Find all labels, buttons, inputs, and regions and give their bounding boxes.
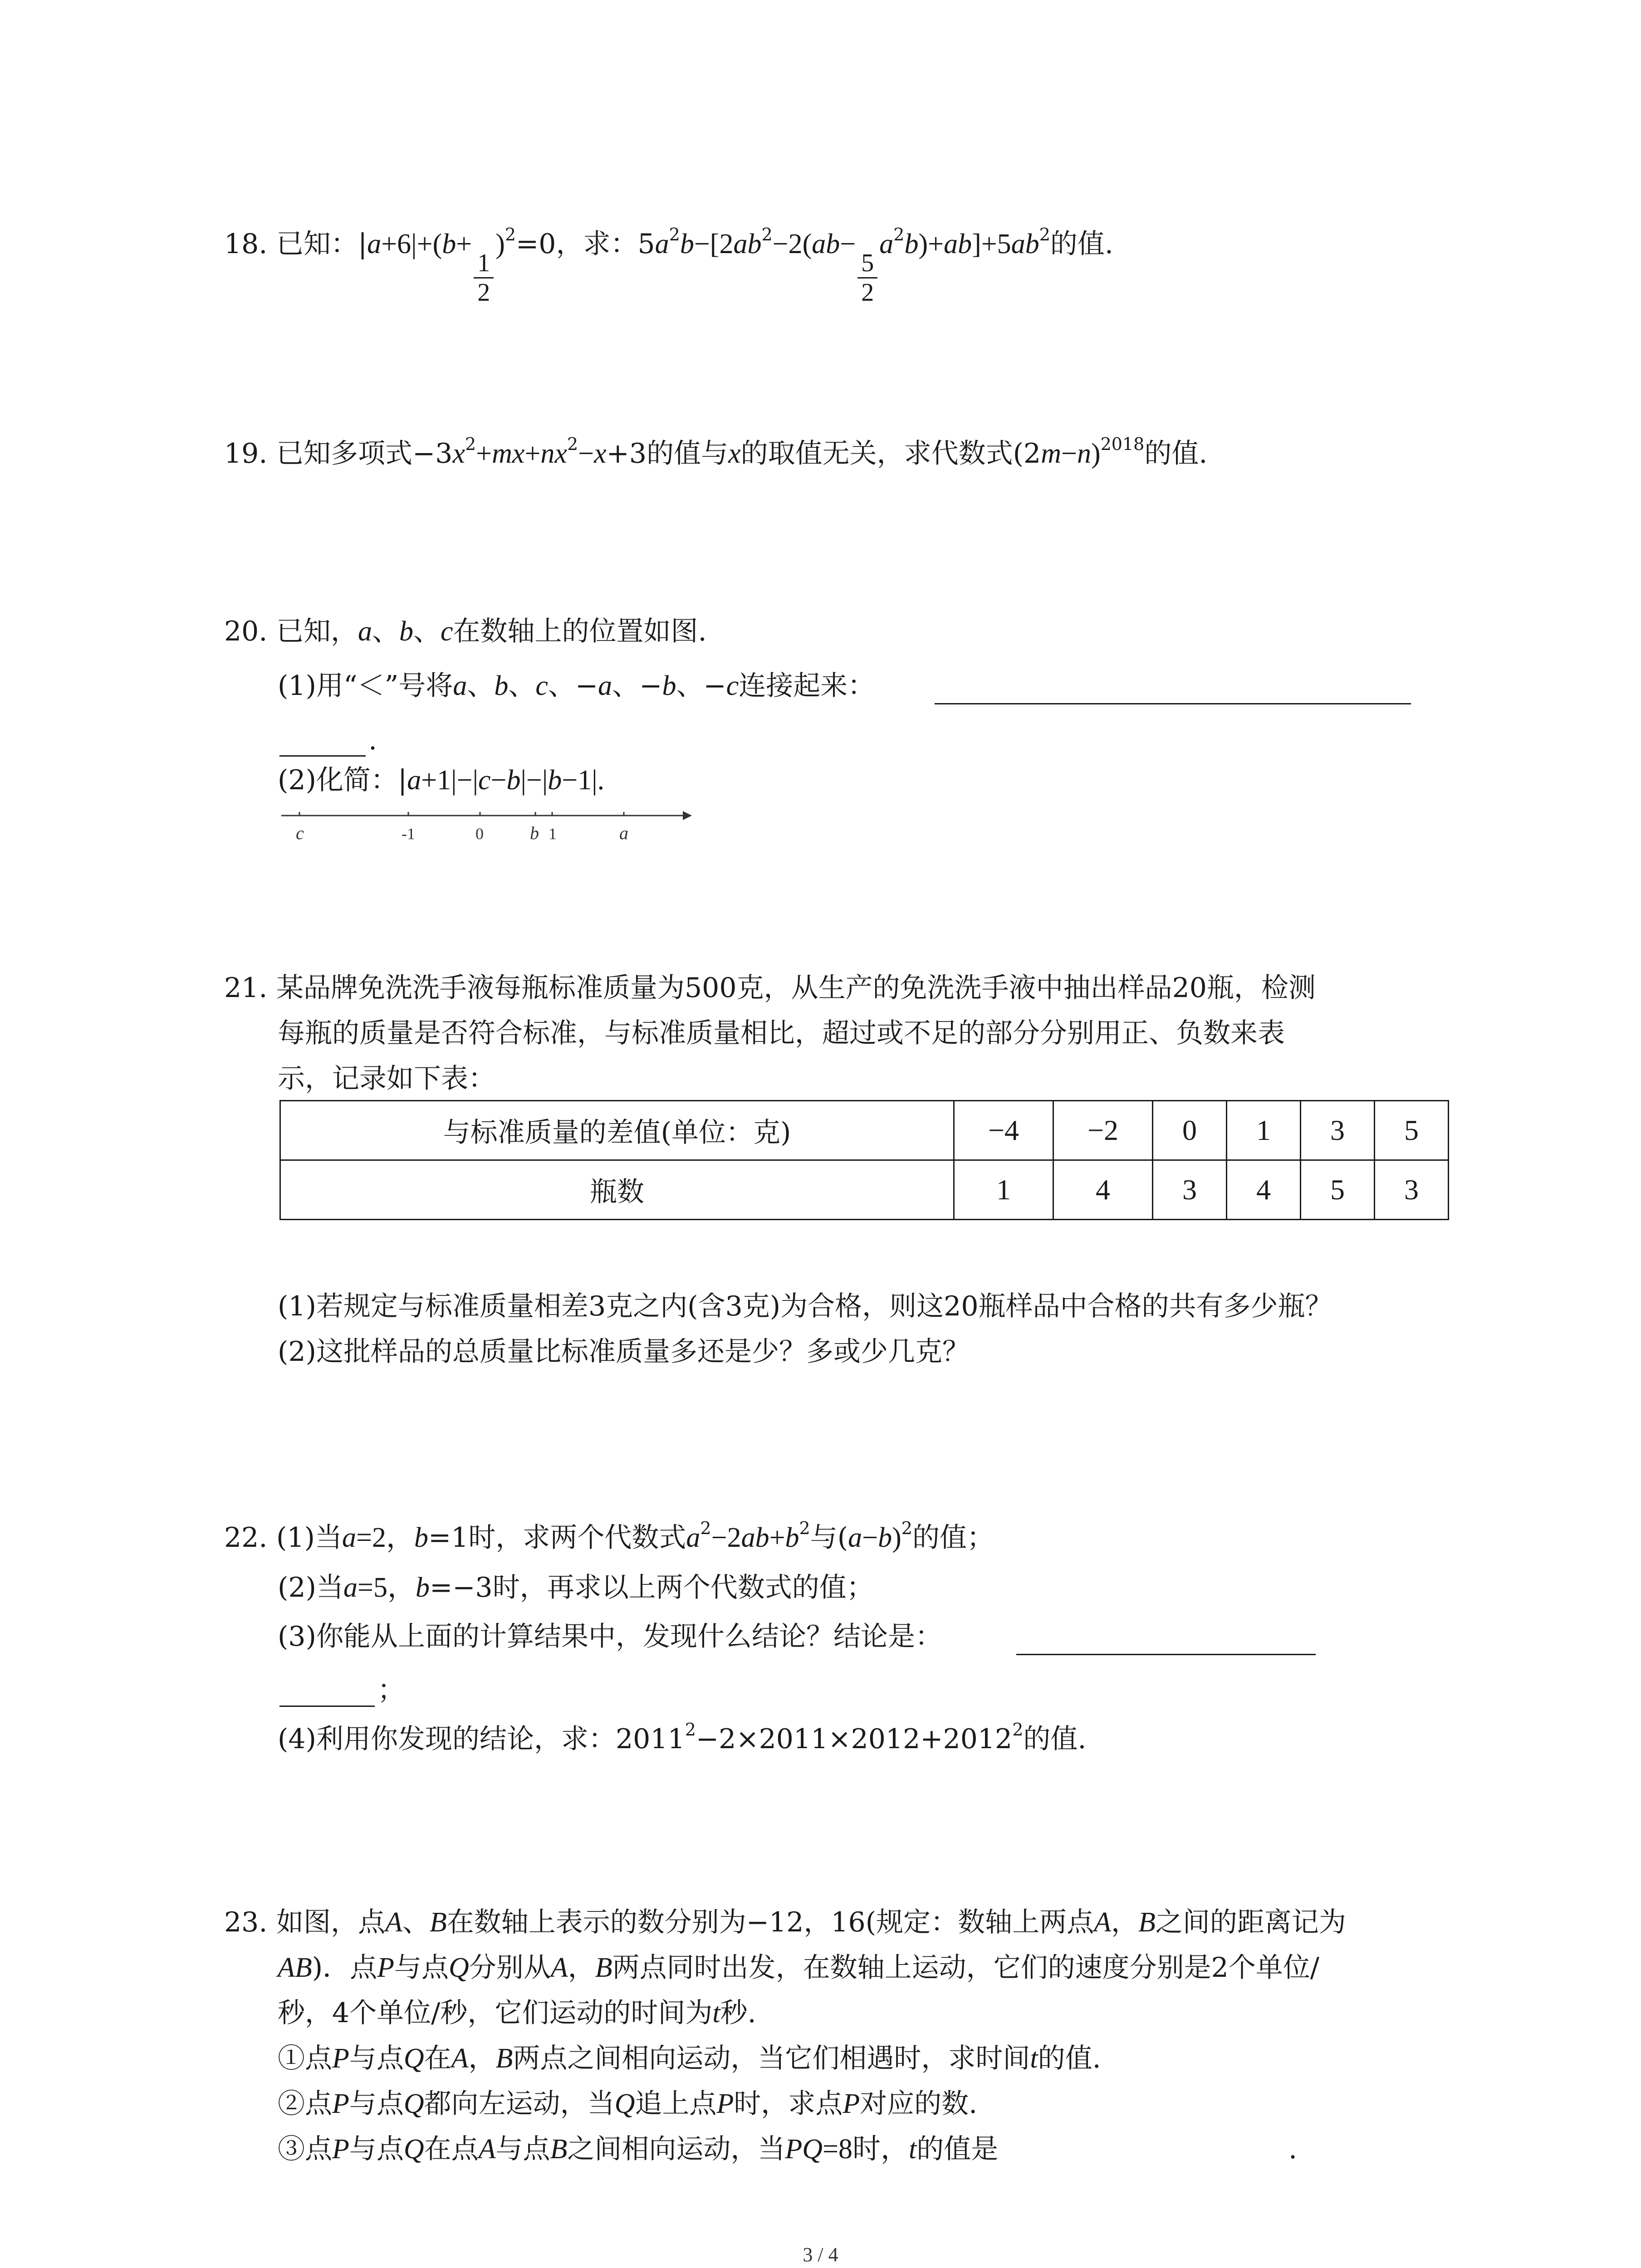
q23-line3: 秒，4个单位/秒，它们运动的时间为t秒. bbox=[278, 1997, 756, 2029]
table-header-cell: 瓶数 bbox=[280, 1160, 954, 1220]
q20-part1: (1)用“＜”号将a、b、c、−a、−b、−c连接起来： bbox=[278, 670, 875, 702]
q23-case3-end: . bbox=[1288, 2133, 1298, 2165]
q21-line3: 示，记录如下表： bbox=[278, 1063, 495, 1095]
q23-case3: ③点P与点Q在点A与点B之间相向运动，当PQ=8时，t的值是 bbox=[278, 2133, 999, 2165]
q21-line2: 每瓶的质量是否符合标准，与标准质量相比，超过或不足的部分分别用正、负数来表 bbox=[278, 1017, 1285, 1049]
table-row bbox=[280, 1160, 1449, 1220]
q20-intro: 20. 已知，a、b、c在数轴上的位置如图. bbox=[224, 613, 707, 650]
page-number: 3 / 4 bbox=[803, 2244, 838, 2266]
question-number: 22. bbox=[224, 1522, 268, 1554]
data-table bbox=[279, 1100, 1449, 1220]
table-cell: 1 bbox=[954, 1160, 1053, 1220]
axis-label-one: 1 bbox=[549, 825, 557, 843]
axis-label-c: c bbox=[296, 823, 304, 843]
fraction: $\frac{5}{2}$ bbox=[857, 249, 877, 307]
q20-part1-end: . bbox=[368, 724, 377, 756]
axis-label-a: a bbox=[619, 823, 628, 843]
q23-case1: ①点P与点Q在A，B两点之间相向运动，当它们相遇时，求时间t的值. bbox=[278, 2043, 1101, 2074]
q22-part4: (4)利用你发现的结论，求：$2011^2-2\times 2011\times 2012+2012^2$的值. bbox=[278, 1720, 1087, 1755]
table-cell: 0 bbox=[1153, 1101, 1227, 1160]
question-number: 20. bbox=[224, 616, 268, 647]
answer-blank[interactable] bbox=[279, 728, 366, 757]
q23-case2: ②点P与点Q都向左运动，当Q追上点P时，求点P对应的数. bbox=[278, 2088, 978, 2120]
axis-arrow bbox=[683, 811, 692, 820]
answer-blank[interactable] bbox=[279, 1678, 375, 1707]
table-cell: 3 bbox=[1301, 1101, 1375, 1160]
table-cell: 4 bbox=[1227, 1160, 1301, 1220]
answer-blank[interactable] bbox=[935, 676, 1411, 704]
q23-line1: 23. 如图，点A、B在数轴上表示的数分别为−12，16(规定：数轴上两点A，B之间的距离记为 bbox=[224, 1904, 1346, 1941]
q19-line: 19. 已知多项式$-3x^2+mx+nx^2-x+3$的值与x的取值无关，求代数式$(2m-n)^{2018}$的值. bbox=[224, 435, 1207, 472]
answer-blank[interactable] bbox=[1016, 1627, 1316, 1655]
q21-line1: 21. 某品牌免洗洗手液每瓶标准质量为500克，从生产的免洗洗手液中抽出样品20瓶，检测 bbox=[224, 970, 1316, 1006]
table-cell: 5 bbox=[1375, 1101, 1449, 1160]
table-cell: 5 bbox=[1301, 1160, 1375, 1220]
axis-label-zero: 0 bbox=[475, 825, 484, 843]
q22-part1: 22. (1)当a=2，b=1时，求两个代数式$a^2-2ab+b^2$与$(a-b)^2$的值； bbox=[224, 1520, 994, 1556]
q22-part3: (3)你能从上面的计算结果中，发现什么结论？结论是： bbox=[278, 1621, 942, 1652]
question-number: 21. bbox=[224, 972, 268, 1004]
axis-label-minus1: -1 bbox=[402, 825, 415, 843]
q22-part3-end: ； bbox=[377, 1674, 405, 1706]
q21-part1: (1)若规定与标准质量相差3克之内(含3克)为合格，则这20瓶样品中合格的共有多少瓶？ bbox=[278, 1290, 1332, 1322]
axis-label-b: b bbox=[530, 823, 539, 843]
q18-line: 18. 已知：|a+6|+(b+ $\frac{1}{2}$ )$^2$=0，求：$5a^2b-[2ab^2-2(ab-$ $\frac{5}{2}$ $a^2b)+ab]+5ab^2$的值. bbox=[224, 225, 1113, 307]
q23-line2: AB)．点P与点Q分别从A，B两点同时出发，在数轴上运动，它们的速度分别是2个单位/ bbox=[278, 1952, 1319, 1984]
q21-part2: (2)这批样品的总质量比标准质量多还是少？多或少几克？ bbox=[278, 1336, 970, 1368]
table-cell: −4 bbox=[954, 1101, 1053, 1160]
table-cell: 1 bbox=[1227, 1101, 1301, 1160]
table-cell: 3 bbox=[1375, 1160, 1449, 1220]
q22-part2: (2)当a=5，b=−3时，再求以上两个代数式的值； bbox=[278, 1572, 874, 1603]
table-header-cell: 与标准质量的差值(单位：克) bbox=[280, 1101, 954, 1160]
number-line-figure bbox=[272, 803, 694, 848]
question-number: 23. bbox=[224, 1906, 268, 1938]
q20-part2: (2)化简：|a+1|−|c−b|−|b−1|. bbox=[278, 764, 605, 796]
question-number: 18. bbox=[224, 228, 268, 260]
table-cell: −2 bbox=[1053, 1101, 1153, 1160]
table-row bbox=[280, 1101, 1449, 1160]
fraction: $\frac{1}{2}$ bbox=[474, 249, 494, 307]
question-number: 19. bbox=[224, 438, 268, 469]
table-cell: 3 bbox=[1153, 1160, 1227, 1220]
table-cell: 4 bbox=[1053, 1160, 1153, 1220]
